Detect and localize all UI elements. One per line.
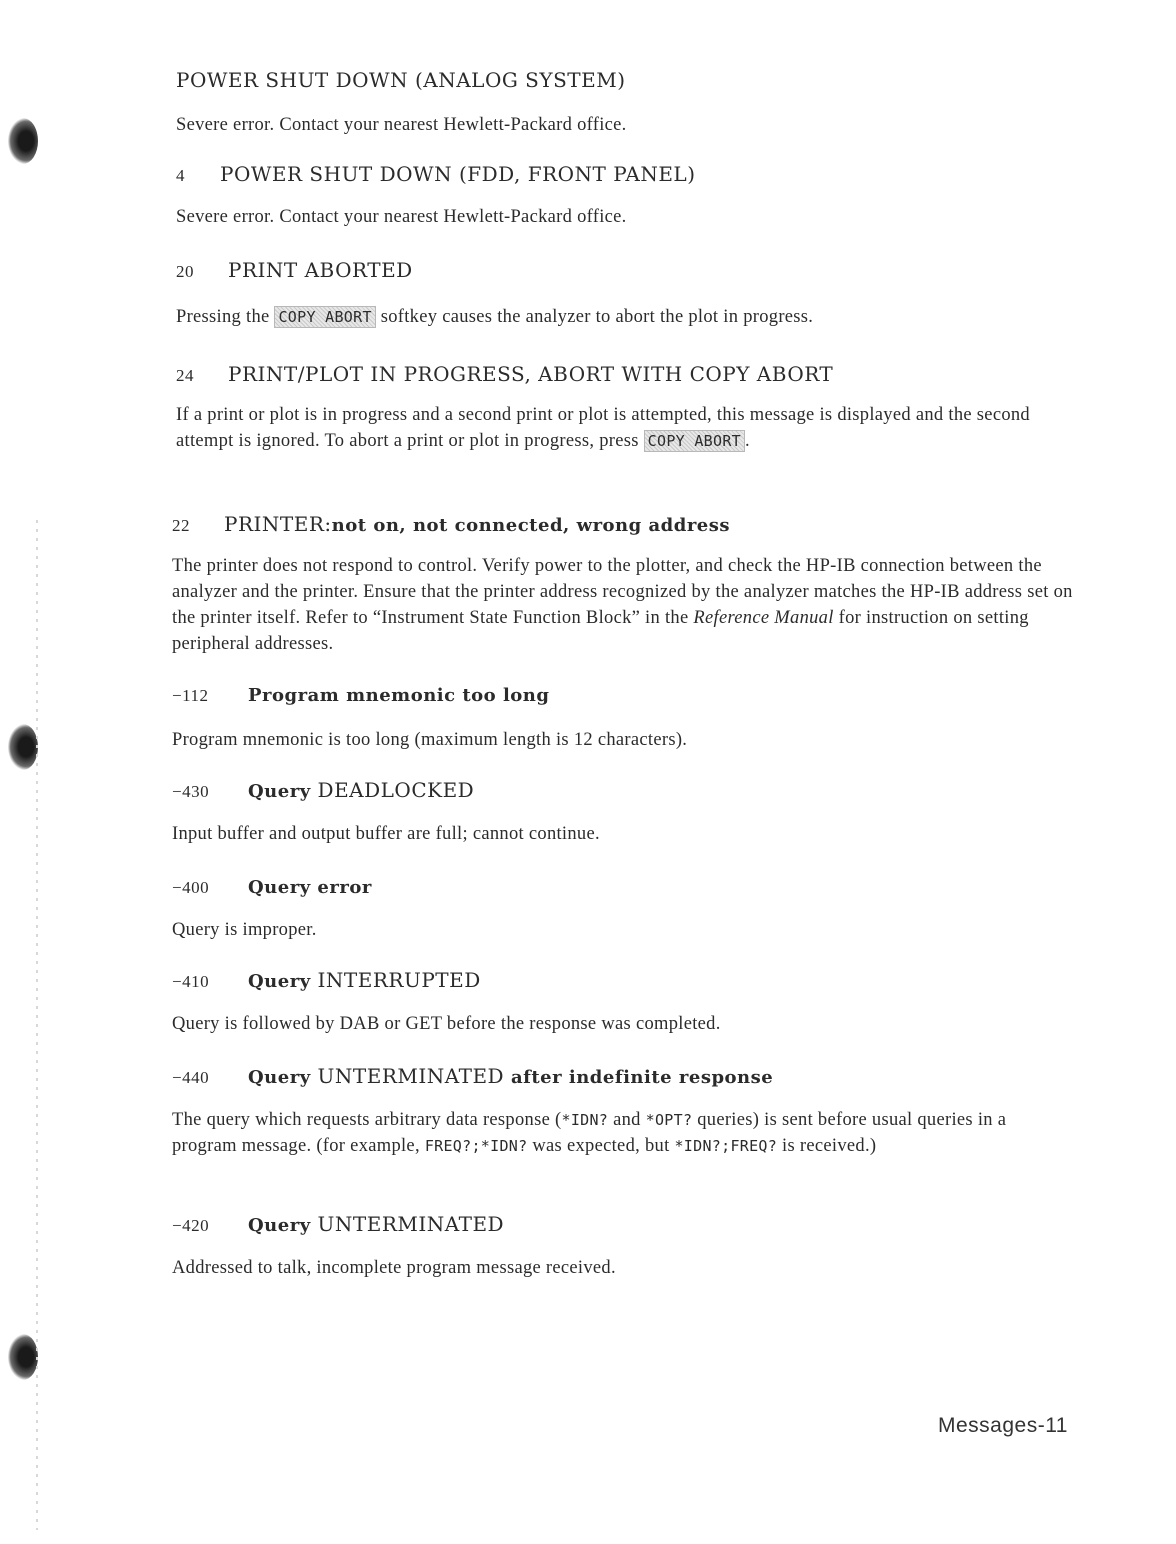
message-header — [172, 1064, 1052, 1089]
message-title: PRINTER: — [224, 512, 332, 536]
message-description: Input buffer and output buffer are full; cannot continue. — [172, 823, 600, 844]
message-title: DEADLOCKED — [317, 778, 475, 802]
message-entry — [176, 362, 1046, 454]
message-entry — [176, 258, 813, 330]
message-entry — [172, 682, 687, 753]
message-header — [172, 778, 600, 803]
reference-manual-title: Reference Manual — [693, 607, 834, 628]
message-title-bold: after indefinite response — [510, 1067, 774, 1088]
message-description: Severe error. Contact your nearest Hewlett-Packard office. — [176, 115, 627, 135]
message-entry — [172, 1212, 616, 1281]
desc-text: is received.) — [782, 1135, 877, 1156]
page-number: Messages-11 — [937, 1414, 1068, 1437]
message-title: PRINT ABORTED — [228, 258, 413, 282]
message-title-bold: Query — [248, 971, 311, 992]
message-description — [172, 1107, 1052, 1159]
message-header — [172, 968, 721, 993]
message-description: Program mnemonic is too long (maximum length is 12 characters). — [172, 729, 688, 750]
message-description: Addressed to talk, incomplete program message received. — [172, 1257, 616, 1278]
message-header — [176, 162, 696, 186]
message-number: −112 — [172, 686, 209, 705]
message-header — [172, 512, 1082, 537]
message-entry — [172, 874, 372, 943]
desc-text: If a print or plot is in progress and a second print or plot is attempted, this message is displayed and the second attempt is ignored. To abort a print or plot in progress, press — [176, 405, 1030, 452]
command-code: *IDN?;FREQ? — [674, 1136, 778, 1155]
message-header — [172, 1212, 616, 1237]
message-number: 20 — [176, 262, 194, 281]
message-description — [176, 402, 1046, 454]
message-header — [176, 258, 813, 282]
message-title: INTERRUPTED — [317, 968, 481, 992]
message-number: −430 — [172, 782, 210, 801]
binder-hole-bottom — [8, 1334, 38, 1380]
desc-text: for instruction on setting peripheral addresses. — [172, 607, 1029, 654]
desc-text: and — [613, 1109, 641, 1130]
message-number: −410 — [172, 972, 210, 991]
copy-abort-softkey: COPY ABORT — [644, 430, 745, 452]
message-title: Query error — [248, 877, 372, 898]
message-title: UNTERMINATED — [317, 1064, 505, 1088]
message-description — [172, 553, 1082, 657]
desc-text: Pressing the — [176, 307, 270, 328]
message-number: 22 — [172, 516, 190, 535]
message-entry — [172, 778, 600, 847]
message-entry — [172, 968, 721, 1037]
message-title: UNTERMINATED — [317, 1212, 505, 1236]
message-description: Query is followed by DAB or GET before the response was completed. — [172, 1013, 721, 1034]
message-title: PRINT/PLOT IN PROGRESS, ABORT WITH COPY ABORT — [228, 362, 834, 386]
message-title-bold: not on, not connected, wrong address — [331, 515, 731, 536]
command-code: FREQ?;*IDN? — [424, 1136, 528, 1155]
message-number: −400 — [172, 878, 210, 897]
command-code: *OPT? — [645, 1110, 693, 1129]
message-header — [176, 68, 627, 92]
desc-text: softkey causes the analyzer to abort the plot in progress. — [380, 307, 814, 328]
desc-text: queries) is sent before usual queries in a program message. (for example, — [172, 1109, 1007, 1156]
message-title-bold: Query — [248, 1215, 311, 1236]
message-header — [172, 682, 687, 707]
message-number: −420 — [172, 1216, 210, 1235]
message-title-bold: Query — [248, 1067, 311, 1088]
message-entry — [172, 512, 1082, 657]
desc-text: . — [744, 431, 750, 452]
command-code: *IDN? — [561, 1110, 609, 1129]
message-entry — [176, 162, 696, 230]
desc-text: was expected, but — [532, 1135, 670, 1156]
message-header — [176, 362, 1046, 386]
message-header — [172, 874, 372, 899]
message-title-bold: Query — [248, 781, 311, 802]
scan-edge-speckle — [36, 520, 38, 1530]
message-description: Severe error. Contact your nearest Hewlett-Packard office. — [176, 207, 627, 228]
binder-hole-middle — [8, 724, 38, 770]
message-title: Program mnemonic too long — [248, 685, 550, 706]
message-title: POWER SHUT DOWN (ANALOG SYSTEM) — [176, 68, 626, 92]
message-entry — [176, 68, 627, 138]
desc-text: The query which requests arbitrary data response ( — [172, 1109, 562, 1130]
message-title: POWER SHUT DOWN (FDD, FRONT PANEL) — [220, 162, 696, 186]
message-number: 24 — [176, 366, 194, 385]
desc-text: The printer does not respond to control. Verify power to the plotter, and check the HP-IB connection between the analyzer and the printer. Ensure that the printer address recognized by the analyzer matches the HP-IB address set on the printer itself. Refer to “Instrument State Function Block” in the — [172, 555, 1073, 628]
message-description — [176, 304, 813, 330]
message-number: −440 — [172, 1068, 210, 1087]
binder-hole-top — [8, 118, 38, 164]
copy-abort-softkey: COPY ABORT — [274, 306, 375, 328]
message-entry — [172, 1064, 1052, 1159]
message-description: Query is improper. — [172, 919, 317, 940]
message-number: 4 — [176, 166, 185, 185]
